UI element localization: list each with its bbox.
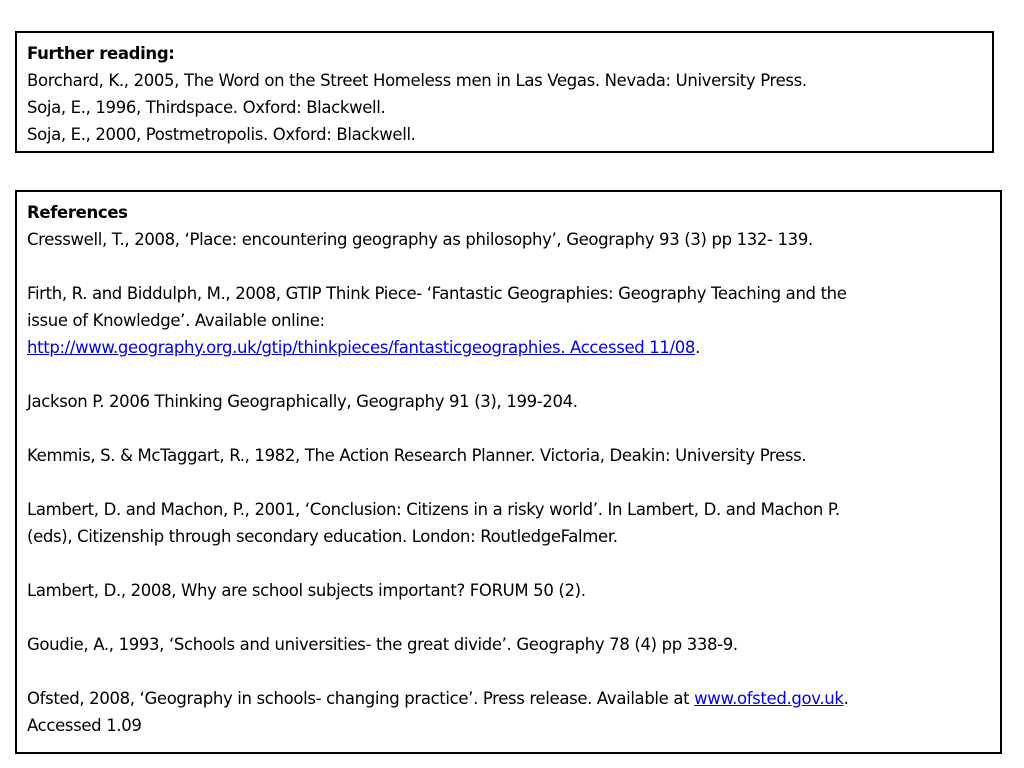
reference-jackson: Jackson P. 2006 Thinking Geographically, Geography 91 (3), 199-204.	[27, 392, 578, 411]
ofsted-period: .	[843, 689, 849, 708]
reference-kemmis: Kemmis, S. & McTaggart, R., 1982, The Action Research Planner. Victoria, Deakin: University Press.	[27, 446, 807, 465]
further-reading-item: Soja, E., 1996, Thirdspace. Oxford: Blackwell.	[27, 98, 386, 117]
reference-lambert-machon-line-2: (eds), Citizenship through secondary education. London: RoutledgeFalmer.	[27, 527, 618, 546]
reference-firth-line-3	[27, 334, 990, 361]
references-box	[15, 190, 1002, 754]
further-reading-item: Borchard, K., 2005, The Word on the Street Homeless men in Las Vegas. Nevada: University Press.	[27, 71, 807, 90]
spacer	[27, 469, 990, 496]
spacer	[27, 361, 990, 388]
reference-cresswell: Cresswell, T., 2008, ‘Place: encountering geography as philosophy’, Geography 93 (3) pp 132- 139.	[27, 230, 813, 249]
reference-firth-line-2: issue of Knowledge’. Available online:	[27, 311, 325, 330]
references-heading: References	[27, 203, 128, 222]
spacer	[27, 550, 990, 577]
spacer	[27, 415, 990, 442]
reference-lambert-2008: Lambert, D., 2008, Why are school subjects important? FORUM 50 (2).	[27, 581, 586, 600]
ofsted-link[interactable]: www.ofsted.gov.uk	[694, 689, 844, 708]
spacer	[27, 604, 990, 631]
reference-lambert-machon-line-1: Lambert, D. and Machon, P., 2001, ‘Conclusion: Citizens in a risky world’. In Lambert, D. and Machon P.	[27, 500, 840, 519]
reference-firth-line-1: Firth, R. and Biddulph, M., 2008, GTIP Think Piece- ‘Fantastic Geographies: Geography Teaching and the	[27, 284, 847, 303]
spacer	[27, 658, 990, 685]
reference-ofsted-line-1	[27, 685, 990, 712]
geography-org-link[interactable]: http://www.geography.org.uk/gtip/thinkpieces/fantasticgeographies. Accessed 11/08	[27, 338, 696, 357]
further-reading-box	[15, 31, 994, 153]
spacer	[27, 253, 990, 280]
further-reading-item: Soja, E., 2000, Postmetropolis. Oxford: Blackwell.	[27, 125, 416, 144]
firth-period: .	[695, 338, 700, 357]
further-reading-heading: Further reading:	[27, 44, 175, 63]
reference-goudie: Goudie, A., 1993, ‘Schools and universities- the great divide’. Geography 78 (4) pp 338-9.	[27, 635, 738, 654]
reference-ofsted-line-2: Accessed 1.09	[27, 716, 142, 735]
ofsted-text: Ofsted, 2008, ‘Geography in schools- changing practice’. Press release. Available at	[27, 689, 695, 708]
